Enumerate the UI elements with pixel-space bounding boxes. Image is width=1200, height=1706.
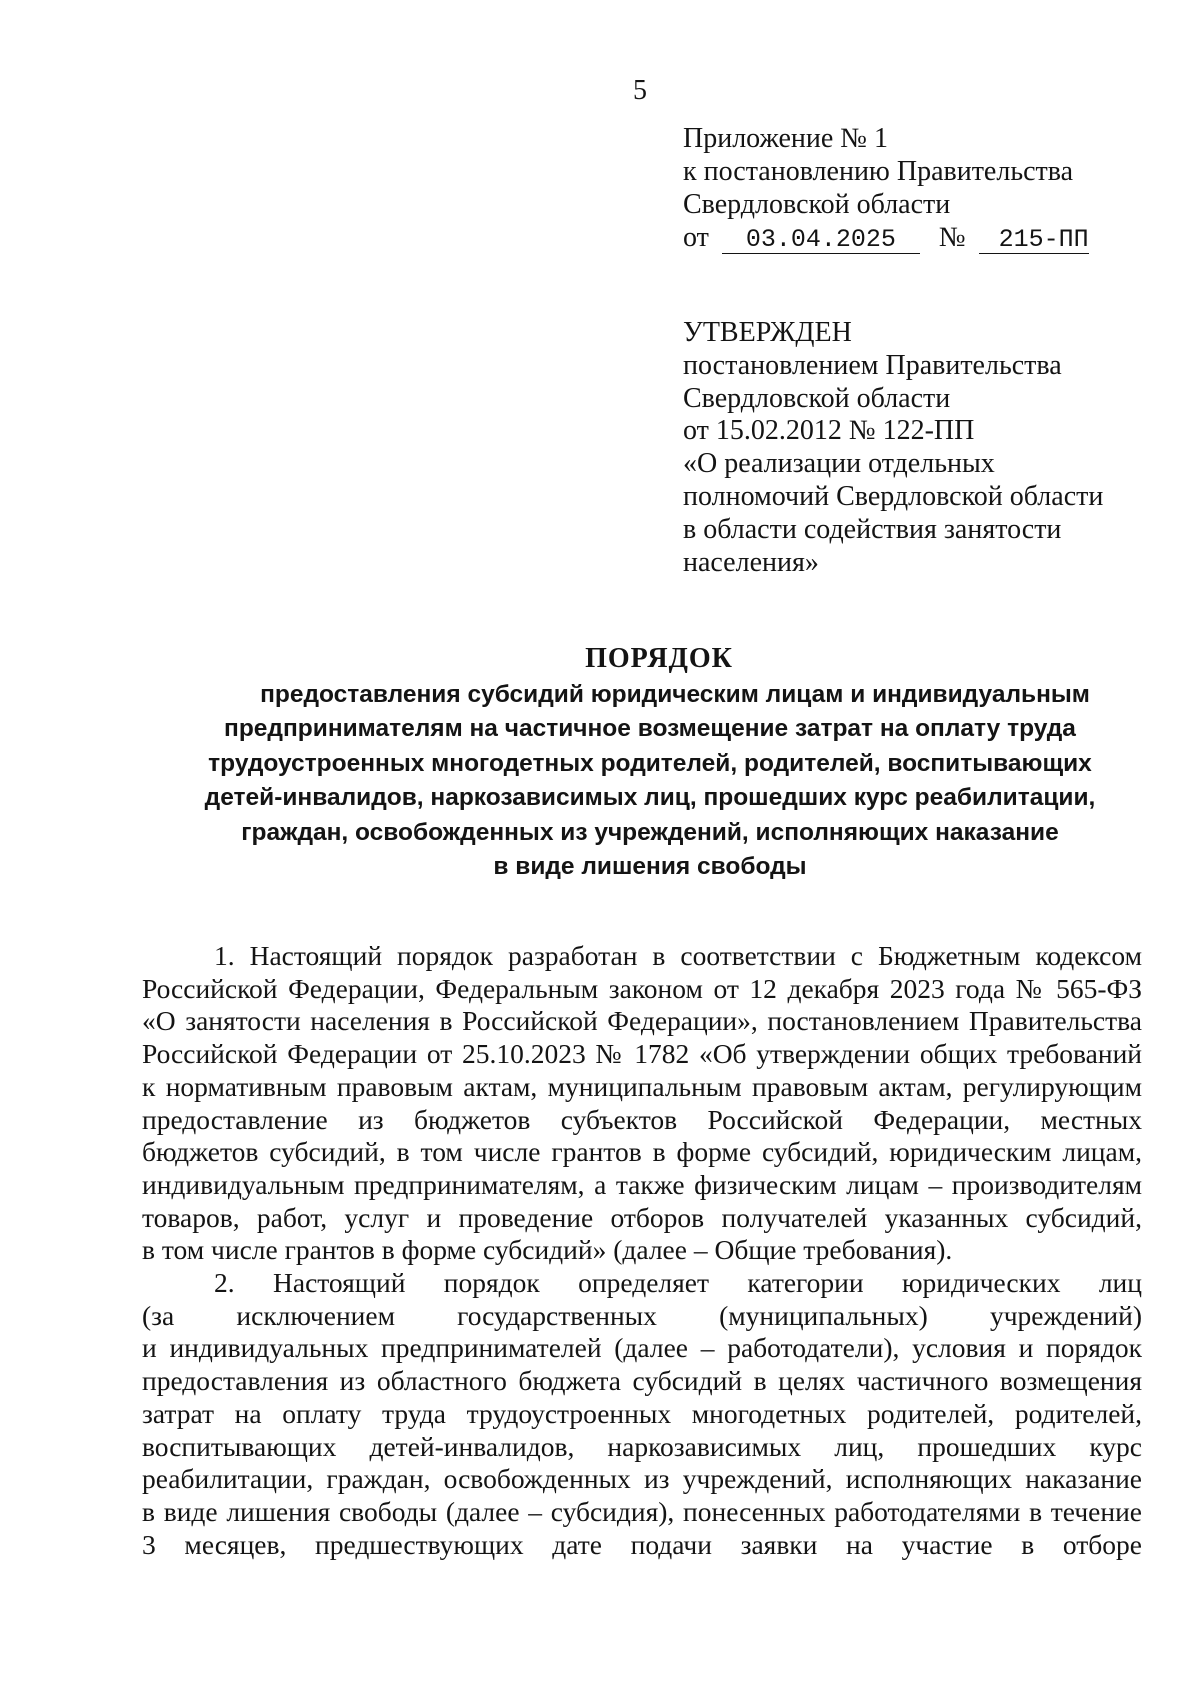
from-label: от <box>683 222 709 253</box>
text-line: Российской Федерации, Федеральным законом от 12 декабря 2023 года № 565-ФЗ <box>142 972 1142 1004</box>
approved-line: от 15.02.2012 № 122-ПП <box>683 415 975 447</box>
title-subtitle <box>150 678 1150 884</box>
title-main: ПОРЯДОК <box>585 643 733 674</box>
approved-line: УТВЕРЖДЕН <box>683 317 852 348</box>
text-line: товаров, работ, услуг и проведение отборов получателей указанных субсидий, <box>142 1201 1142 1233</box>
resolution-date: 03.04.2025 <box>722 227 920 254</box>
number-label: № <box>938 222 966 253</box>
text-line: «О занятости населения в Российской Федерации», постановлением Правительства <box>142 1005 1142 1037</box>
subtitle-line: детей-инвалидов, наркозависимых лиц, прошедших курс реабилитации, <box>204 784 1096 812</box>
approved-line: «О реализации отдельных <box>683 448 995 480</box>
text-line: бюджетов субсидий, в том числе грантов в форме субсидий, юридическим лицам, <box>142 1136 1142 1168</box>
text-line: в виде лишения свободы (далее – субсидия), понесенных работодателями в течение <box>142 1495 1142 1527</box>
text-line: воспитывающих детей-инвалидов, наркозависимых лиц, прошедших курс <box>142 1430 1142 1462</box>
text-line: (за исключением государственных (муниципальных) учреждений) <box>142 1299 1142 1331</box>
approved-line: постановлением Правительства <box>683 349 1062 381</box>
appendix-line: Приложение № 1 <box>683 123 888 154</box>
text-line: реабилитации, граждан, освобожденных из учреждений, исполняющих наказание <box>142 1463 1142 1495</box>
text-line: затрат на оплату труда трудоустроенных многодетных родителей, родителей, <box>142 1397 1142 1429</box>
subtitle-line: предоставления субсидий юридическим лицам и индивидуальным <box>260 681 1090 708</box>
paragraph-2 <box>142 1267 1142 1561</box>
subtitle-line: в виде лишения свободы <box>493 853 807 881</box>
paragraph-1 <box>142 940 1142 1267</box>
approved-line: полномочий Свердловской области <box>683 480 1104 512</box>
subtitle-line: трудоустроенных многодетных родителей, родителей, воспитывающих <box>208 749 1092 777</box>
text-line: к нормативным правовым актам, муниципальным правовым актам, регулирующим <box>142 1070 1142 1102</box>
text-line: 1. Настоящий порядок разработан в соответствии с Бюджетным кодексом <box>214 940 1142 971</box>
subtitle-line: граждан, освобожденных из учреждений, исполняющих наказание <box>241 818 1059 846</box>
approved-line: Свердловской области <box>683 382 951 414</box>
text-line: 3 месяцев, предшествующих дате подачи заявки на участие в отборе <box>142 1528 1142 1560</box>
text-line: в том числе грантов в форме субсидий» (далее – Общие требования). <box>142 1234 953 1266</box>
appendix-line: к постановлению Правительства <box>683 156 1074 187</box>
appendix-header <box>683 122 1153 254</box>
document-body <box>142 940 1142 1561</box>
text-line: предоставления из областного бюджета субсидий в целях частичного возмещения <box>142 1365 1142 1397</box>
approved-line: в области содействия занятости <box>683 513 1062 545</box>
text-line: 2. Настоящий порядок определяет категории юридических лиц <box>214 1267 1142 1299</box>
approved-line: населения» <box>683 546 819 578</box>
text-line: предоставление из бюджетов субъектов Российской Федерации, местных <box>142 1103 1142 1135</box>
page-number: 5 <box>633 75 647 106</box>
approved-block <box>683 317 1163 579</box>
appendix-date-line <box>683 221 1153 254</box>
document-title <box>150 640 1150 884</box>
appendix-line: Свердловской области <box>683 189 951 220</box>
text-line: индивидуальным предпринимателям, а также физическим лицам – производителям <box>142 1168 1142 1200</box>
subtitle-line: предпринимателям на частичное возмещение затрат на оплату труда <box>224 715 1076 743</box>
text-line: Российской Федерации от 25.10.2023 № 1782 «Об утверждении общих требований <box>142 1038 1142 1070</box>
resolution-number: 215-ПП <box>979 227 1089 254</box>
text-line: и индивидуальных предпринимателей (далее – работодатели), условия и порядок <box>142 1332 1142 1364</box>
